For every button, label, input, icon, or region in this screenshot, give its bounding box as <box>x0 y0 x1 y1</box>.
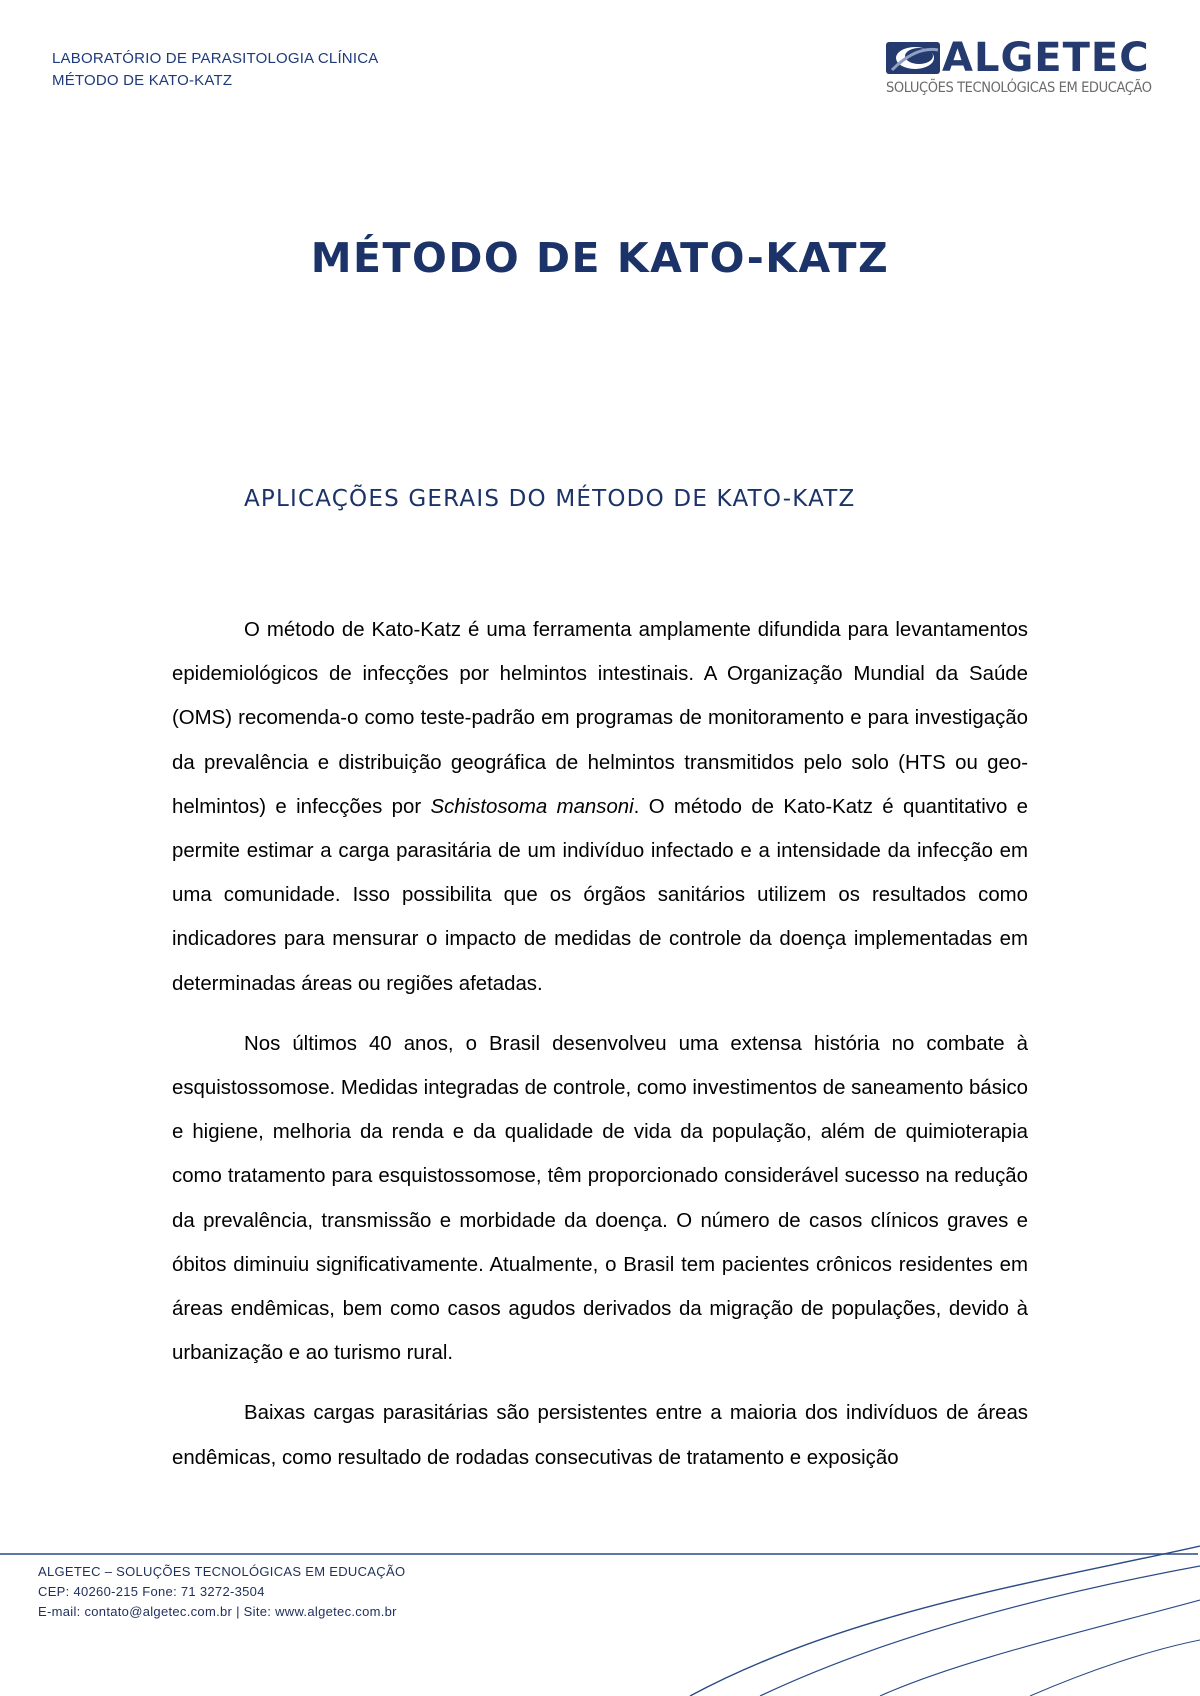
paragraph-1-part-a: O método de Kato-Katz é uma ferramenta amplamente difundida para levantamentos epidemiológicos de infecções por helmintos intestinais. A Organização Mundial da Saúde (OMS) recomenda-o como teste-padrão em programas de monitoramento e para investigação da prevalência e distribuição geográfica de helmintos transmitidos pelo solo (HTS ou geo-helmintos) e infecções por <box>172 619 1028 818</box>
footer-address: CEP: 40260-215 Fone: 71 3272-3504 <box>38 1584 265 1599</box>
page-footer <box>38 1562 405 1622</box>
footer-contact: E-mail: contato@algetec.com.br | Site: www.algetec.com.br <box>38 1604 397 1619</box>
section-heading: APLICAÇÕES GERAIS DO MÉTODO DE KATO-KATZ <box>244 486 856 512</box>
algetec-logo <box>884 35 1152 100</box>
logo-tagline: SOLUÇÕES TECNOLÓGICAS EM EDUCAÇÃO <box>886 80 1152 96</box>
header-lab-name: LABORATÓRIO DE PARASITOLOGIA CLÍNICA <box>52 50 379 67</box>
logo-swoosh-icon <box>886 40 942 78</box>
logo-wordmark: ALGETEC <box>942 35 1150 81</box>
footer-company: ALGETEC – SOLUÇÕES TECNOLÓGICAS EM EDUCAÇÃO <box>38 1564 406 1579</box>
species-name-italic: Schistosoma mansoni <box>430 795 634 818</box>
paragraph-1 <box>172 608 1028 1006</box>
paragraph-1-part-b: . O método de Kato-Katz é quantitativo e permite estimar a carga parasitária de um indivíduo infectado e a intensidade da infecção em uma comunidade. Isso possibilita que os órgãos sanitários utilizem os resultados como indicadores para mensurar o impacto de medidas de controle da doença implementadas em determinadas áreas ou regiões afetadas. <box>172 795 1028 995</box>
page-title: MÉTODO DE KATO-KATZ <box>310 234 890 282</box>
page-header <box>52 48 378 92</box>
paragraph-2: Nos últimos 40 anos, o Brasil desenvolveu uma extensa história no combate à esquistossomose. Medidas integradas de controle, como investimentos de saneamento básico e higiene, melhoria da renda e da qualidade de vida da população, além de quimioterapia como tratamento para esquistossomose, têm proporcionado considerável sucesso na redução da prevalência, transmissão e morbidade da doença. O número de casos clínicos graves e óbitos diminuiu significativamente. Atualmente, o Brasil tem pacientes crônicos residentes em áreas endêmicas, bem como casos agudos derivados da migração de populações, devido à urbanização e ao turismo rural. <box>172 1032 1028 1365</box>
body-text <box>172 608 1028 1496</box>
paragraph-3: Baixas cargas parasitárias são persistentes entre a maioria dos indivíduos de áreas endêmicas, como resultado de rodadas consecutivas de tratamento e exposição <box>172 1402 1028 1469</box>
header-method-name: MÉTODO DE KATO-KATZ <box>52 72 233 89</box>
